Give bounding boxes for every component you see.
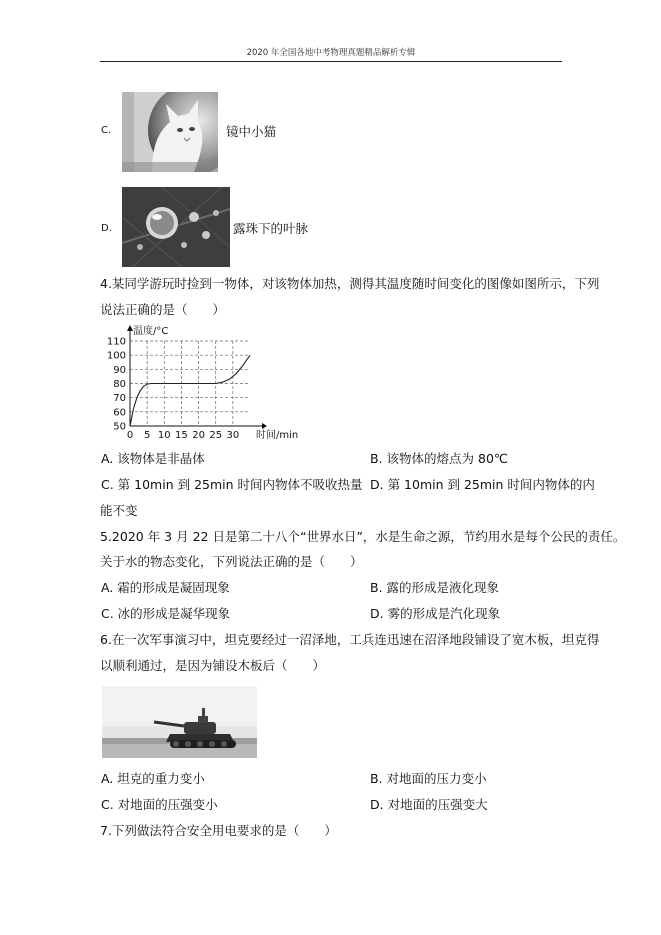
- y-tick-label: 80: [113, 379, 126, 390]
- q4-stem-line1: 4.某同学游玩时捡到一物体，对该物体加热，测得其温度随时间变化的图像如图所示，下列: [100, 276, 600, 291]
- q5-option-b: B. 露的形成是液化现象: [370, 580, 500, 595]
- y-tick-label: 60: [113, 407, 126, 419]
- tank-image: [102, 686, 257, 758]
- q5-option-a: A. 霜的形成是凝固现象: [101, 580, 230, 595]
- x-axis-label: 时间/min: [256, 430, 299, 441]
- y-tick-label: 50: [113, 421, 126, 433]
- q3-option-d-text: 露珠下的叶脉: [233, 221, 309, 236]
- q6-option-d: D. 对地面的压强变大: [370, 797, 488, 812]
- q6-option-a: A. 坦克的重力变小: [101, 771, 205, 786]
- x-tick-label: 0: [126, 430, 134, 441]
- header-divider: [100, 61, 562, 62]
- q6-option-c: C. 对地面的压强变小: [101, 797, 218, 812]
- x-tick-label: 30: [226, 430, 240, 441]
- x-tick-label: 5: [143, 430, 151, 441]
- x-axis-arrow: [262, 423, 267, 429]
- temperature-series-line: [130, 355, 250, 426]
- q5-stem-line1: 5.2020 年 3 月 22 日是第二十八个“世界水日”，水是生命之源，节约用水是每个公民的责任。: [100, 529, 626, 544]
- y-axis-label: 温度/°C: [133, 326, 169, 337]
- temperature-time-chart: [100, 323, 300, 441]
- q6-option-b: B. 对地面的压力变小: [370, 771, 487, 786]
- x-tick-label: 25: [209, 430, 223, 441]
- q7-stem-line1: 7.下列做法符合安全用电要求的是（ ）: [100, 823, 337, 838]
- q4-option-b: B. 该物体的熔点为 80℃: [370, 451, 508, 466]
- cat-mirror-image: [122, 92, 218, 172]
- y-tick-label: 90: [113, 364, 126, 376]
- y-tick-label: 100: [106, 350, 126, 362]
- dewdrop-leaf-image: [122, 187, 230, 267]
- q3-option-c-letter: C.: [101, 125, 112, 136]
- q3-option-d-letter: D.: [101, 223, 112, 234]
- q4-stem-line2: 说法正确的是（ ）: [100, 302, 226, 317]
- q4-option-d-line2: 能不变: [100, 503, 138, 518]
- x-tick-label: 10: [157, 430, 171, 441]
- page-header: 2020 年全国各地中考物理真题精品解析专辑: [246, 48, 416, 58]
- q5-option-c: C. 冰的形成是凝华现象: [101, 606, 231, 621]
- q6-stem-line2: 以顺利通过，是因为铺设木板后（ ）: [100, 658, 326, 673]
- y-tick-label: 110: [106, 336, 126, 348]
- y-tick-label: 70: [113, 393, 126, 405]
- q6-stem-line1: 6.在一次军事演习中，坦克要经过一沼泽地，工兵连迅速在沼泽地段铺设了宽木板，坦克得: [100, 632, 600, 647]
- q4-option-d-line1: D. 第 10min 到 25min 时间内物体的内: [370, 477, 595, 492]
- q4-option-c: C. 第 10min 到 25min 时间内物体不吸收热量: [101, 477, 363, 492]
- q5-stem-line2: 关于水的物态变化，下列说法正确的是（ ）: [100, 554, 363, 569]
- x-tick-label: 20: [192, 430, 205, 441]
- q5-option-d: D. 雾的形成是汽化现象: [370, 606, 501, 621]
- q3-option-c-text: 镜中小猫: [226, 124, 277, 139]
- x-tick-label: 15: [175, 430, 188, 441]
- q4-option-a: A. 该物体是非晶体: [101, 451, 205, 466]
